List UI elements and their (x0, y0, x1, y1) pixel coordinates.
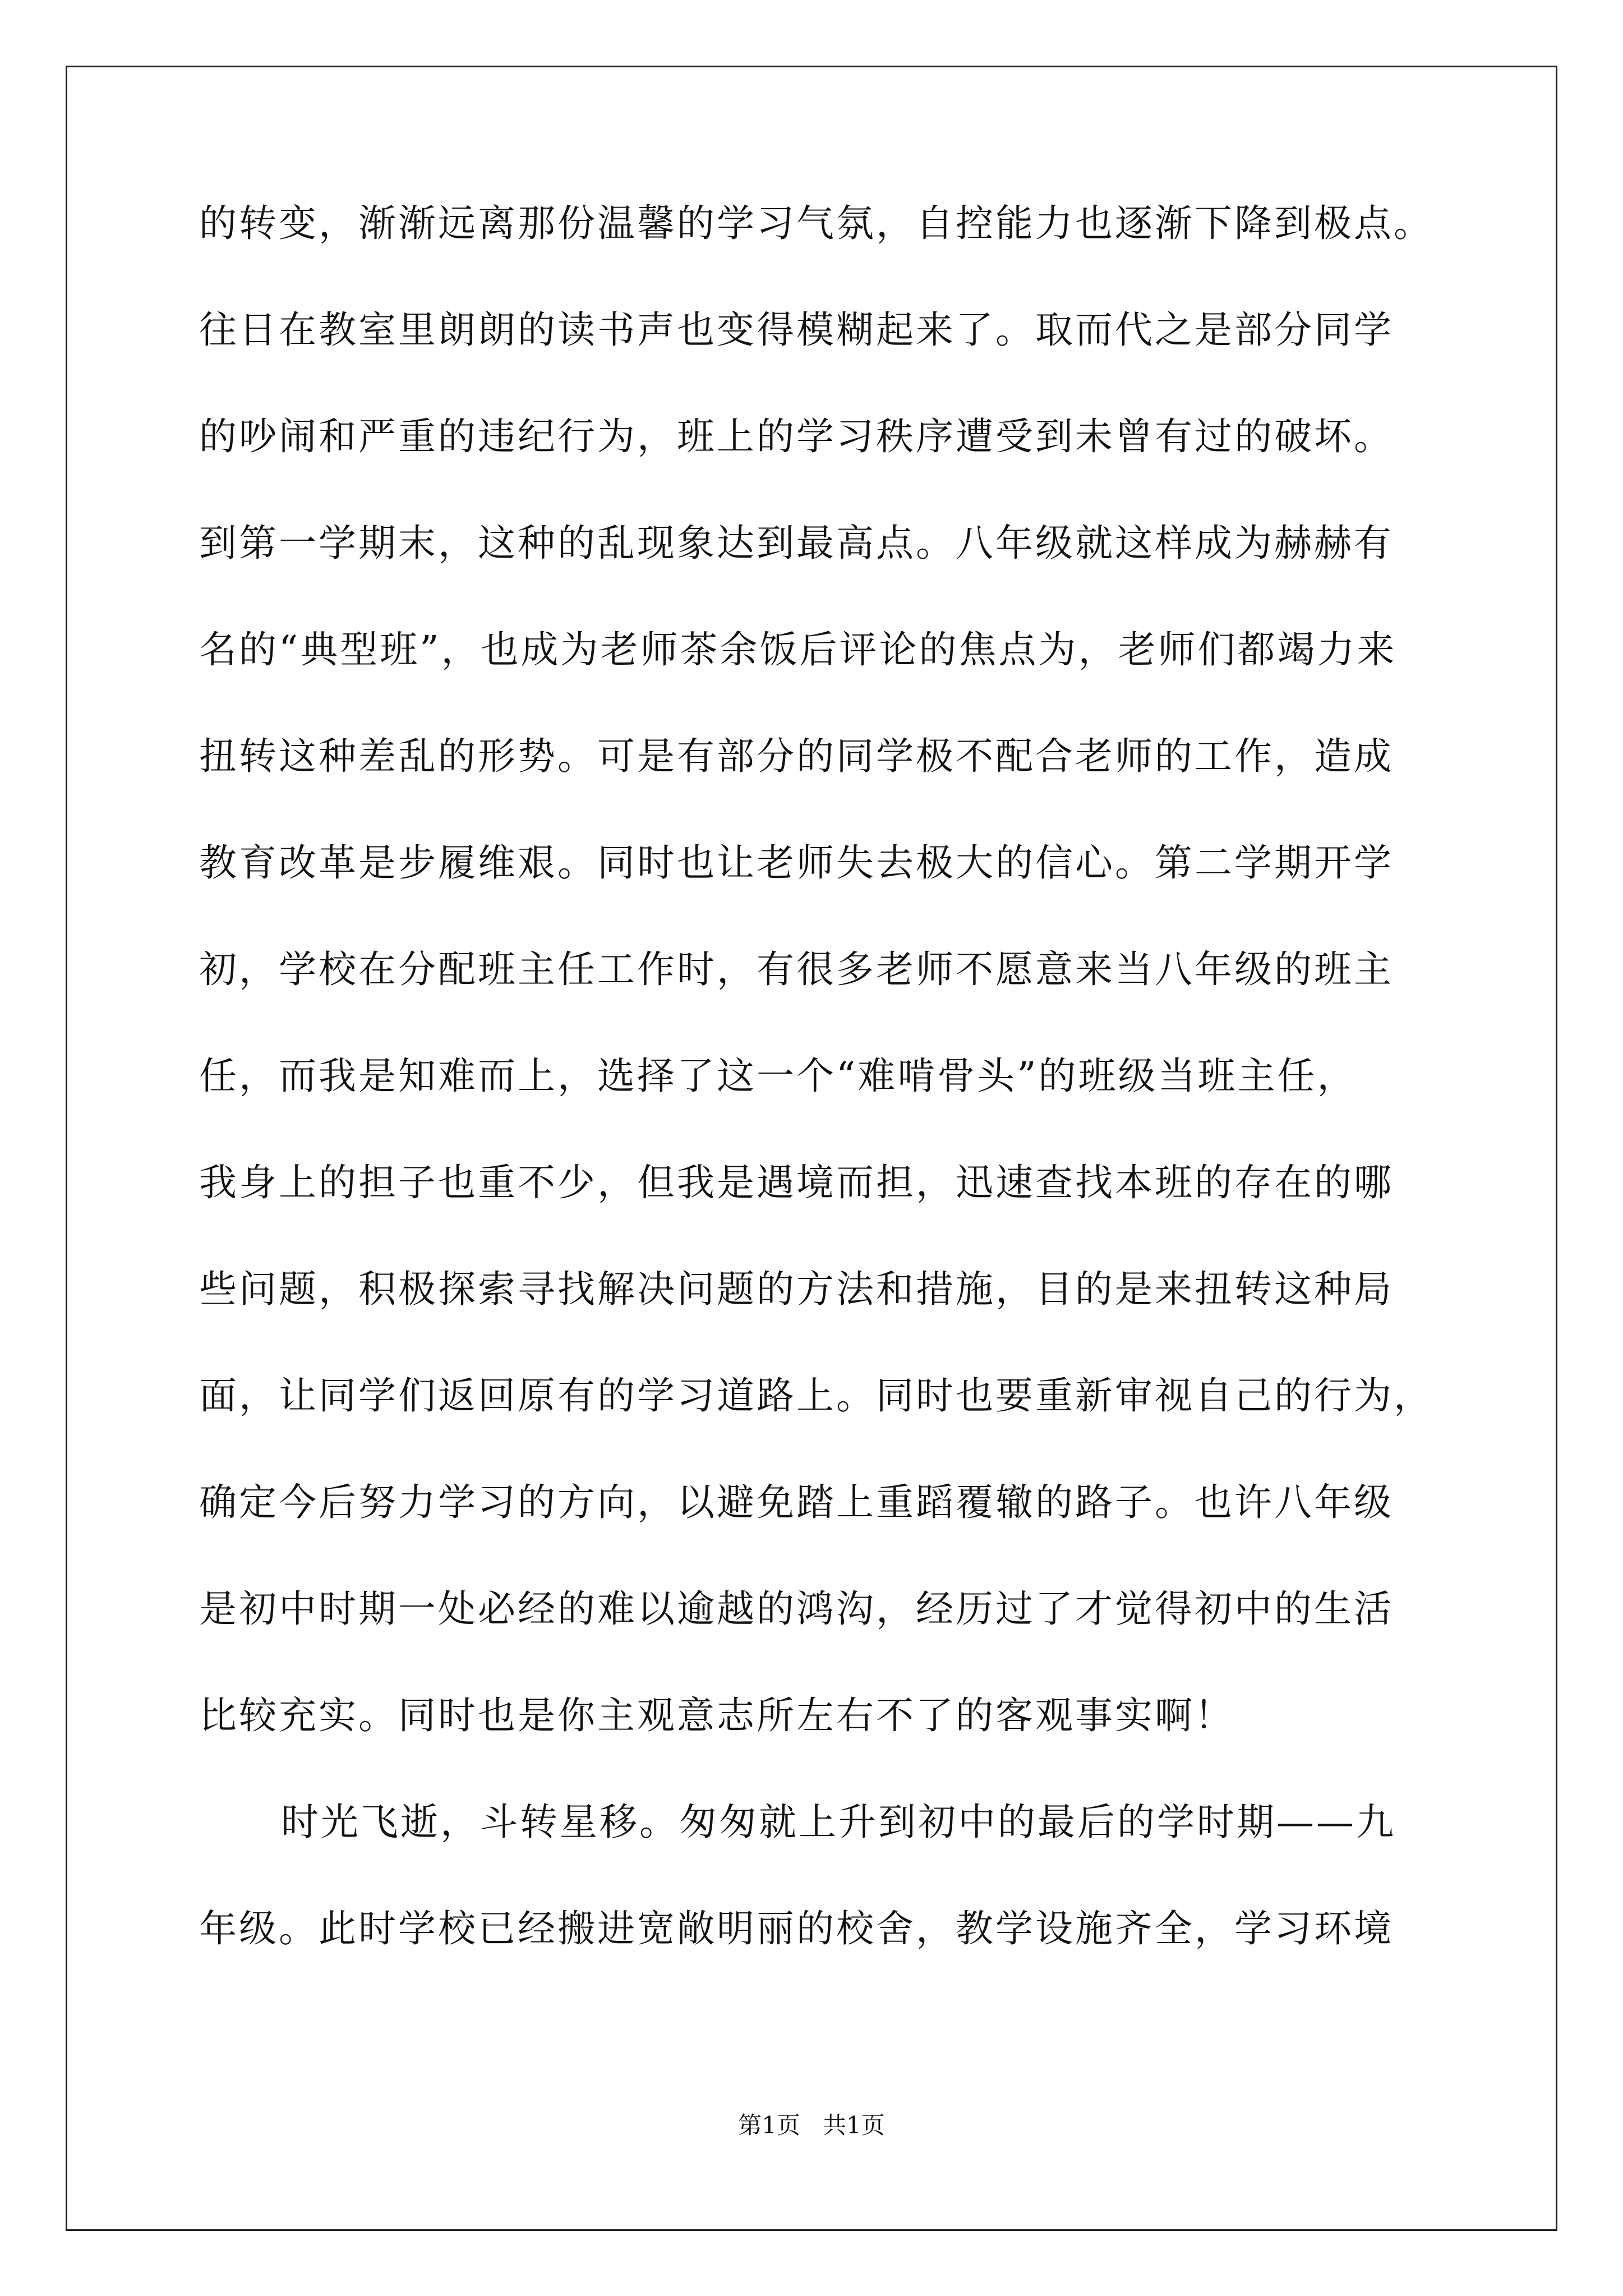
text-line: 比较充实。同时也是你主观意志所左右不了的客观事实啊！ (199, 1694, 1234, 1737)
paragraph-first-line: 时光飞逝，斗转星移。匆匆就上升到初中的最后的学时期——九 (281, 1800, 1396, 1844)
text-line: 确定今后努力学习的方向，以避免踏上重蹈覆辙的路子。也许八年级 (199, 1480, 1394, 1524)
text-line: 年级。此时学校已经搬进宽敞明丽的校舍，教学设施齐全，学习环境 (199, 1907, 1394, 1950)
text-line: 初，学校在分配班主任工作时，有很多老师不愿意来当八年级的班主 (199, 947, 1394, 991)
text-line: 些问题，积极探索寻找解决问题的方法和措施，目的是来扭转这种局 (199, 1267, 1394, 1311)
text-line: 扭转这种差乱的形势。可是有部分的同学极不配合老师的工作，造成 (199, 734, 1394, 778)
text-line: 我身上的担子也重不少，但我是遇境而担，迅速查找本班的存在的哪 (199, 1161, 1394, 1204)
page-footer: 第1页 共1页 (738, 2111, 885, 2139)
text-line: 的转变，渐渐远离那份温馨的学习气氛，自控能力也逐渐下降到极点。 (199, 201, 1433, 245)
text-line: 往日在教室里朗朗的读书声也变得模糊起来了。取而代之是部分同学 (199, 308, 1394, 352)
text-line: 到第一学期末，这种的乱现象达到最高点。八年级就这样成为赫赫有 (199, 521, 1394, 565)
text-line: 面，让同学们返回原有的学习道路上。同时也要重新审视自己的行为， (199, 1374, 1433, 1418)
text-line: 是初中时期一处必经的难以逾越的鸿沟，经历过了才觉得初中的生活 (199, 1587, 1394, 1631)
text-line: 任，而我是知难而上，选择了这一个“难啃骨头”的班级当班主任， (199, 1054, 1357, 1098)
text-line: 教育改革是步履维艰。同时也让老师失去极大的信心。第二学期开学 (199, 841, 1394, 885)
text-line: 的吵闹和严重的违纪行为，班上的学习秩序遭受到未曾有过的破坏。 (199, 415, 1394, 458)
document-body (199, 201, 1455, 2017)
text-line: 名的“典型班”，也成为老师茶余饭后评论的焦点为，老师们都竭力来 (199, 628, 1397, 671)
